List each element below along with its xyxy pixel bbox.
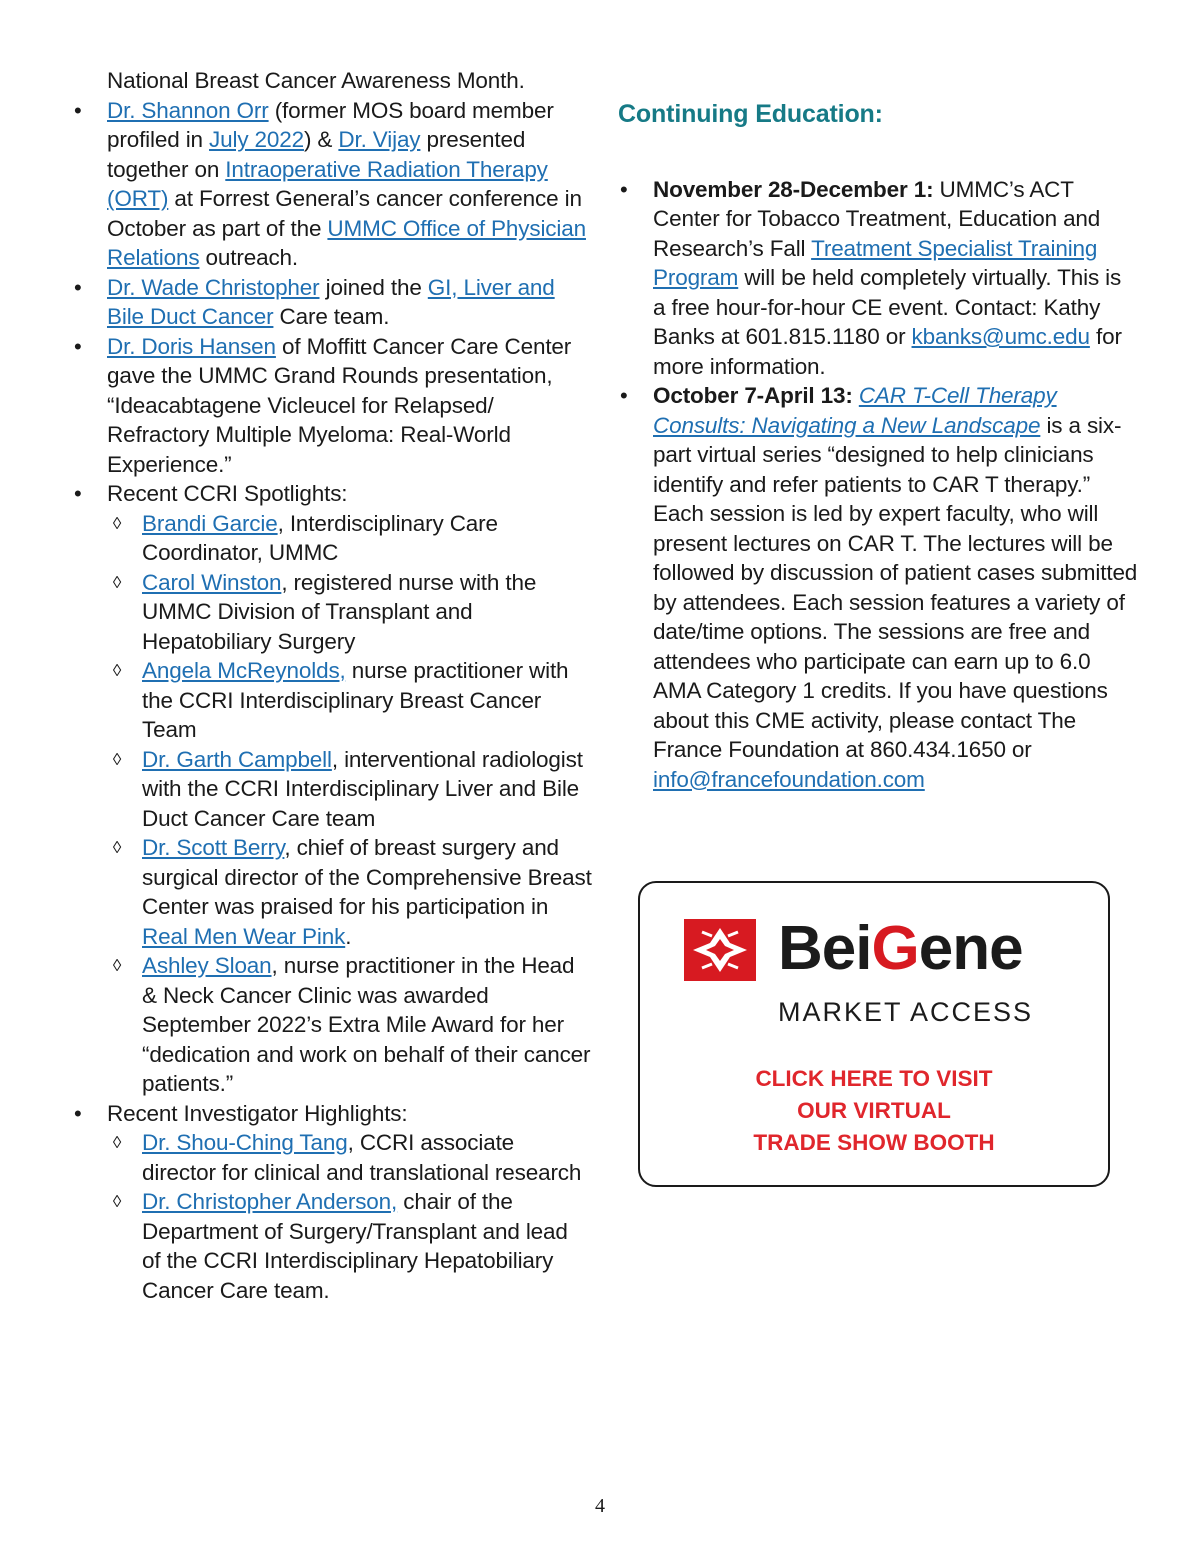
beigene-ad-banner[interactable] [638,881,1110,1187]
continuing-education-title: Continuing Education: [618,100,883,128]
text: chair of the Department of Surgery/Transplant and lead of the CCRI Interdisciplinary Hepatobiliary Cancer Care team. [142,1189,568,1303]
link-treatment-specialist-training[interactable]: Treatment Specialist Training Program [653,235,1098,290]
text: presented together on [107,127,526,182]
diamond-bullet-icon: ◊ [112,956,122,975]
investigators-list [107,1128,592,1305]
link-real-men-wear-pink[interactable]: Real Men Wear Pink [142,923,346,949]
news-list [72,96,592,1306]
continued-text: National Breast Cancer Awareness Month. [107,68,525,93]
link-brandi-garcie[interactable]: Brandi Garcie [142,510,278,536]
text: will be held completely virtually. This is a free hour-for-hour CE event. Contact: Kathy Banks at 601.815.1180 or [653,265,1122,349]
text: , chief of breast surgery and surgical director of the Comprehensive Breast Center was praised for his participation in [142,835,592,919]
spotlights-heading: Recent CCRI Spotlights: [107,481,348,506]
diamond-bullet-icon: ◊ [112,1133,122,1152]
diamond-bullet-icon: ◊ [112,838,122,857]
text: Care team. [273,304,390,329]
text: ) & [303,127,339,152]
text: for more information. [653,324,1122,379]
link-doris-hansen[interactable]: Dr. Doris Hansen [107,333,276,359]
text: UMMC’s ACT Center for Tobacco Treatment, Education and Research’s Fall [653,176,1101,261]
event-item [618,175,1138,382]
investigator-item [107,1187,592,1305]
event-item [618,381,1138,794]
text: , nurse practitioner in the Head & Neck Cancer Clinic was awarded September 2022’s Extra Mile Award for her “dedication and work on behalf of their cancer patients.” [142,953,591,1096]
spotlight-item [107,656,592,745]
spotlight-item [107,509,592,568]
link-gi-liver-bile-duct[interactable]: GI, Liver and Bile Duct Cancer [107,274,555,329]
diamond-bullet-icon: ◊ [112,661,122,680]
link-ashley-sloan[interactable]: Ashley Sloan [142,953,272,978]
text: nurse practitioner with the CCRI Interdisciplinary Breast Cancer Team [142,658,569,742]
link-dr-vijay[interactable]: Dr. Vijay [338,127,421,152]
text: joined the [319,274,428,300]
spotlight-item [107,833,592,951]
text: (former MOS board member profiled in [107,97,554,152]
brand-text: Bei [778,914,872,983]
text: of Moffitt Cancer Care Center gave the UMMC Grand Rounds presentation, “Ideacabtagene Vicleucel for Relapsed/ Refractory Multiple Myeloma: Real-World Experience.” [107,333,572,477]
spotlights-list [107,509,592,1099]
text: at Forrest General’s cancer conference in October as part of the [107,186,582,241]
link-physician-relations[interactable]: UMMC Office of Physician Relations [107,215,586,270]
list-item-spotlights [72,479,592,1099]
diamond-bullet-icon: ◊ [112,1192,122,1211]
link-france-foundation-email[interactable]: info@francefoundation.com [653,766,925,792]
investigator-item [107,1128,592,1187]
list-item [72,96,592,273]
link-car-t-cell-consults[interactable]: CAR T-Cell Therapy Consults: Navigating a New Landscape [653,383,1057,438]
link-angela-mcreynolds[interactable]: Angela McReynolds, [142,658,346,683]
spotlight-item [107,568,592,657]
link-christopher-anderson[interactable]: Dr. Christopher Anderson, [142,1189,398,1214]
text: . [345,923,352,949]
virtual-booth-cta[interactable] [640,1063,1108,1159]
text: outreach. [199,245,299,270]
link-wade-christopher[interactable]: Dr. Wade Christopher [107,274,320,300]
link-kbanks-email[interactable]: kbanks@umc.edu [911,324,1090,349]
cta-line: OUR VIRTUAL [797,1098,951,1123]
link-carol-winston[interactable]: Carol Winston [142,569,282,595]
diamond-bullet-icon: ◊ [112,749,122,769]
brand-text: ene [918,914,1023,983]
cta-line: TRADE SHOW BOOTH [753,1130,995,1155]
right-column [618,66,1138,794]
link-garth-campbell[interactable]: Dr. Garth Campbell [142,746,332,772]
list-item-investigators [72,1099,592,1306]
event-date: October 7-April 13: [653,383,853,408]
link-july-2022[interactable]: July 2022 [209,127,304,152]
spotlight-item [107,745,592,834]
event-date: November 28-December 1: [653,176,934,202]
text: , interventional radiologist with the CCRI Interdisciplinary Liver and Bile Duct Cancer Care team [142,746,583,831]
events-list [618,175,1138,795]
diamond-bullet-icon: ◊ [112,513,122,533]
left-column [72,66,592,1305]
brand-text-g: G [871,914,919,983]
diamond-bullet-icon: ◊ [112,572,122,592]
text: is a six-part virtual series “designed to help clinicians identify and refer patients to CAR T therapy.” Each session is led by expert faculty, who will present lectures on CAR T. The lectures will be followed by discussion of patient cases submitted by attendees. Each session features a variety of date/time options. The sessions are free and attendees who participate can earn up to 6.0 AMA Category 1 credits. If you have questions about this CME activity, please contact The France Foundation at 860.434.1650 or [653,412,1138,762]
text: , registered nurse with the UMMC Division of Transplant and Hepatobiliary Surgery [142,569,537,654]
beigene-logo-icon [684,919,756,981]
text: , CCRI associate director for clinical and translational research [142,1130,582,1185]
link-shannon-orr[interactable]: Dr. Shannon Orr [107,97,269,123]
cta-line: CLICK HERE TO VISIT [755,1066,993,1091]
link-shou-ching-tang[interactable]: Dr. Shou-Ching Tang [142,1130,348,1155]
investigators-heading: Recent Investigator Highlights: [107,1100,408,1126]
market-access-label: MARKET ACCESS [778,997,1034,1027]
text: , Interdisciplinary Care Coordinator, UMMC [142,510,498,565]
list-item [72,273,592,332]
link-scott-berry[interactable]: Dr. Scott Berry [142,835,285,860]
link-ort[interactable]: Intraoperative Radiation Therapy (ORT) [107,156,548,211]
page-number: 4 [595,1495,605,1517]
spotlight-item [107,951,592,1099]
beigene-wordmark [778,913,1023,984]
list-item [72,332,592,480]
